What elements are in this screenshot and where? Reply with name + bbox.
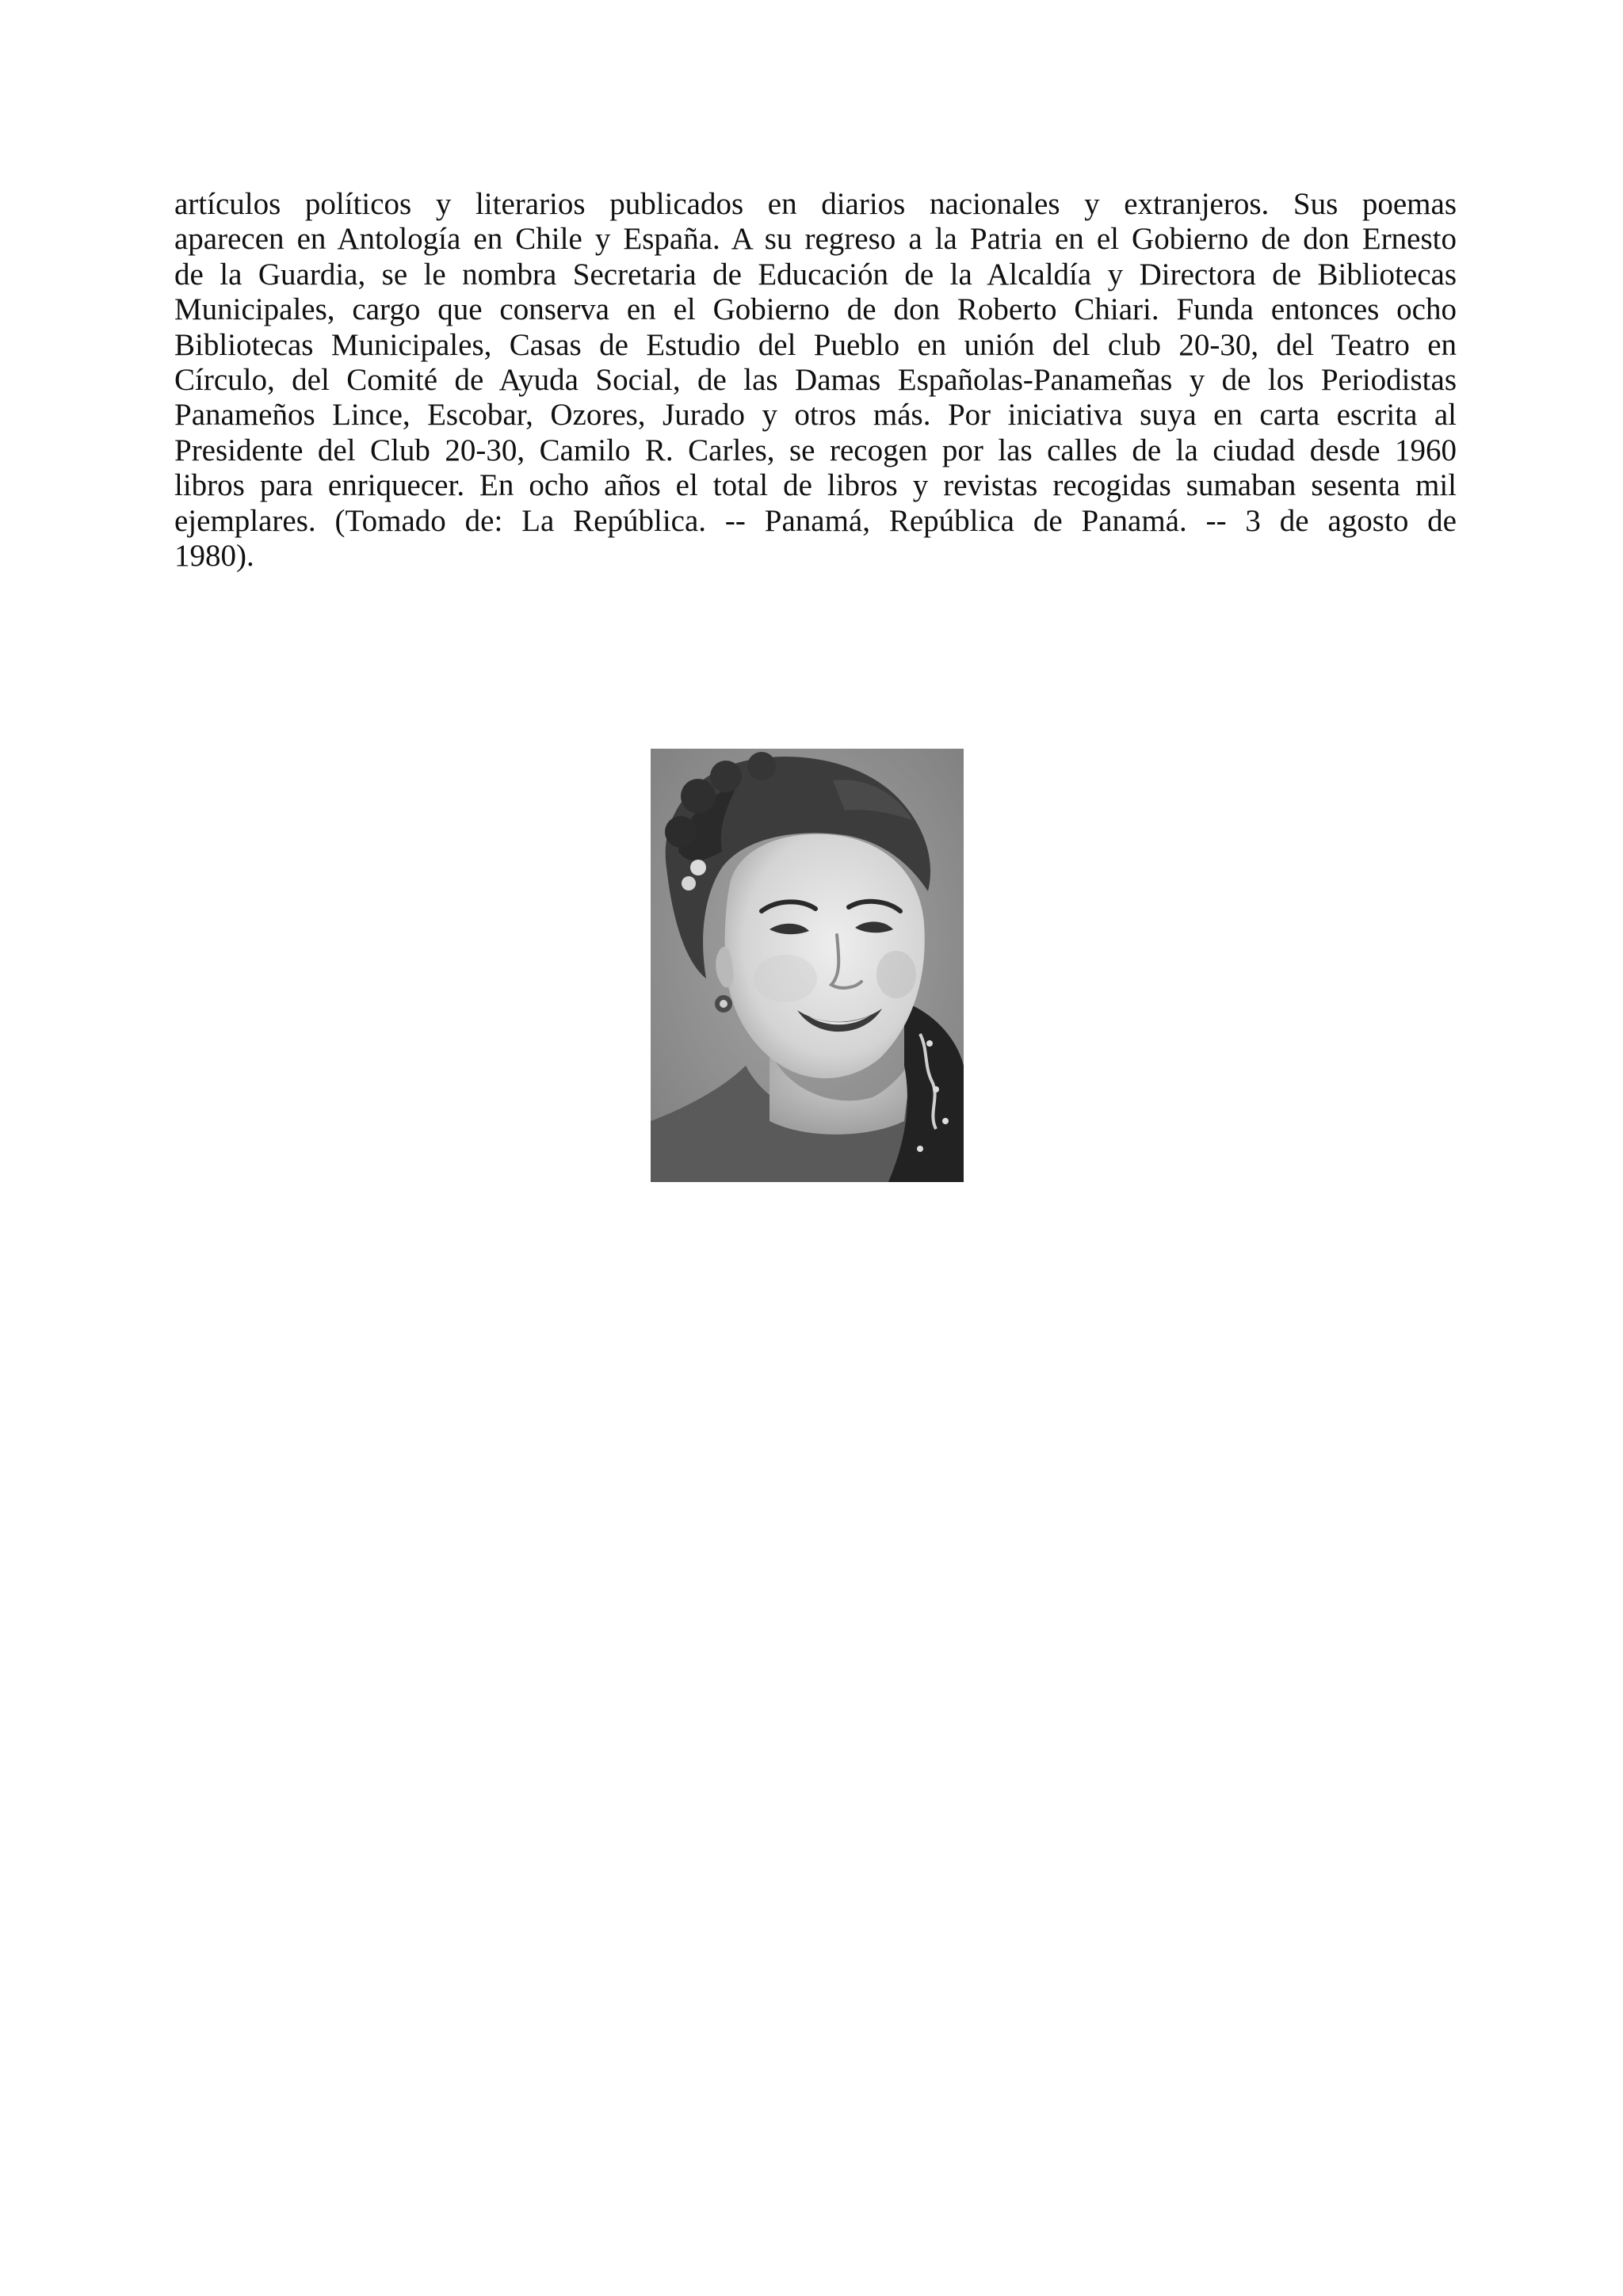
paragraph-line: aparecen en Antología en Chile y España. A su regreso a la Patria en el Gobierno de don Ernesto	[174, 222, 1457, 257]
paragraph-line: Círculo, del Comité de Ayuda Social, de las Damas Españolas-Panameñas y de los Periodistas	[174, 363, 1457, 398]
paragraph-line: de la Guardia, se le nombra Secretaria de Educación de la Alcaldía y Directora de Bibliotecas	[174, 257, 1457, 292]
portrait-illustration	[651, 749, 964, 1182]
paragraph-line: ejemplares. (Tomado de: La República. -- Panamá, República de Panamá. -- 3 de agosto de	[174, 503, 1457, 538]
paragraph-line: Bibliotecas Municipales, Casas de Estudio del Pueblo en unión del club 20-30, del Teatro en	[174, 327, 1457, 362]
paragraph-line: Presidente del Club 20-30, Camilo R. Carles, se recogen por las calles de la ciudad desde 1960	[174, 433, 1457, 467]
portrait-photo	[651, 749, 964, 1182]
biography-paragraph	[174, 187, 1457, 574]
paragraph-line: 1980).	[174, 539, 254, 574]
paragraph-line: libros para enriquecer. En ocho años el total de libros y revistas recogidas sumaban sesenta mil	[174, 468, 1457, 503]
paragraph-line: artículos políticos y literarios publicados en diarios nacionales y extranjeros. Sus poemas	[174, 187, 1457, 221]
paragraph-line: Panameños Lince, Escobar, Ozores, Jurado y otros más. Por iniciativa suya en carta escrita al	[174, 398, 1457, 433]
paragraph-line: Municipales, cargo que conserva en el Gobierno de don Roberto Chiari. Funda entonces ocho	[174, 292, 1457, 327]
